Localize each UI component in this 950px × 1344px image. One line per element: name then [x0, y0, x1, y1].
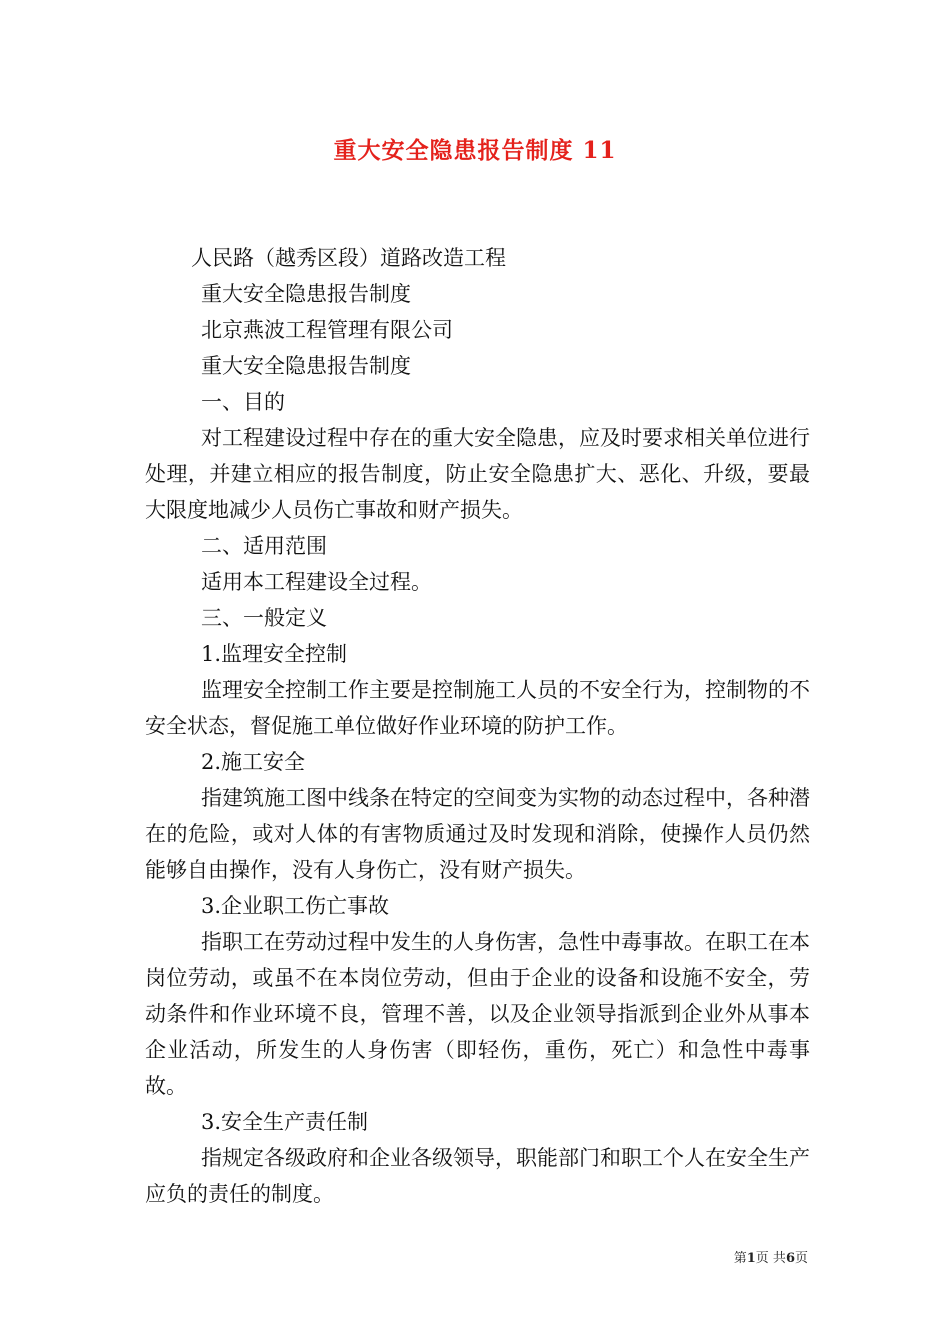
footer-middle: 页 共 — [755, 1251, 786, 1266]
subsection-heading: 1.监理安全控制 — [201, 642, 348, 666]
document-body — [145, 240, 810, 1212]
paragraph: 适用本工程建设全过程。 — [201, 570, 432, 594]
paragraph: 指建筑施工图中线条在特定的空间变为实物的动态过程中，各种潜在的危险，或对人体的有害物质通过及时发现和消除，使操作人员仍然能够自由操作，没有人身伤亡，没有财产损失。 — [145, 786, 810, 882]
paragraph: 对工程建设过程中存在的重大安全隐患，应及时要求相关单位进行处理，并建立相应的报告制度，防止安全隐患扩大、恶化、升级，要最大限度地减少人员伤亡事故和财产损失。 — [145, 426, 810, 522]
regulation-name: 重大安全隐患报告制度 — [201, 282, 411, 306]
section-heading: 三、一般定义 — [201, 606, 327, 630]
current-page-number: 1 — [746, 1251, 756, 1266]
section-heading: 一、目的 — [201, 390, 285, 414]
regulation-name-repeat: 重大安全隐患报告制度 — [201, 354, 411, 378]
section-heading: 二、适用范围 — [201, 534, 327, 558]
subsection-heading: 2.施工安全 — [201, 750, 306, 774]
document-title: 重大安全隐患报告制度 11 — [333, 137, 617, 164]
footer-prefix: 第 — [733, 1251, 747, 1266]
paragraph: 监理安全控制工作主要是控制施工人员的不安全行为，控制物的不安全状态，督促施工单位做好作业环境的防护工作。 — [145, 678, 810, 738]
footer-suffix: 页 — [794, 1251, 808, 1266]
total-pages-number: 6 — [785, 1251, 795, 1266]
paragraph: 指规定各级政府和企业各级领导，职能部门和职工个人在安全生产应负的责任的制度。 — [145, 1146, 810, 1206]
subsection-heading: 3.企业职工伤亡事故 — [201, 894, 390, 918]
subsection-heading: 3.安全生产责任制 — [201, 1110, 369, 1134]
company-name: 北京燕波工程管理有限公司 — [201, 318, 453, 342]
paragraph: 指职工在劳动过程中发生的人身伤害，急性中毒事故。在职工在本岗位劳动，或虽不在本岗位劳动，但由于企业的设备和设施不安全，劳动条件和作业环境不良，管理不善，以及企业领导指派到企业外从事本企业活动，所发生的人身伤害（即轻伤，重伤，死亡）和急性中毒事故。 — [145, 930, 810, 1098]
page-footer — [734, 1247, 808, 1266]
project-name: 人民路（越秀区段）道路改造工程 — [191, 246, 506, 270]
